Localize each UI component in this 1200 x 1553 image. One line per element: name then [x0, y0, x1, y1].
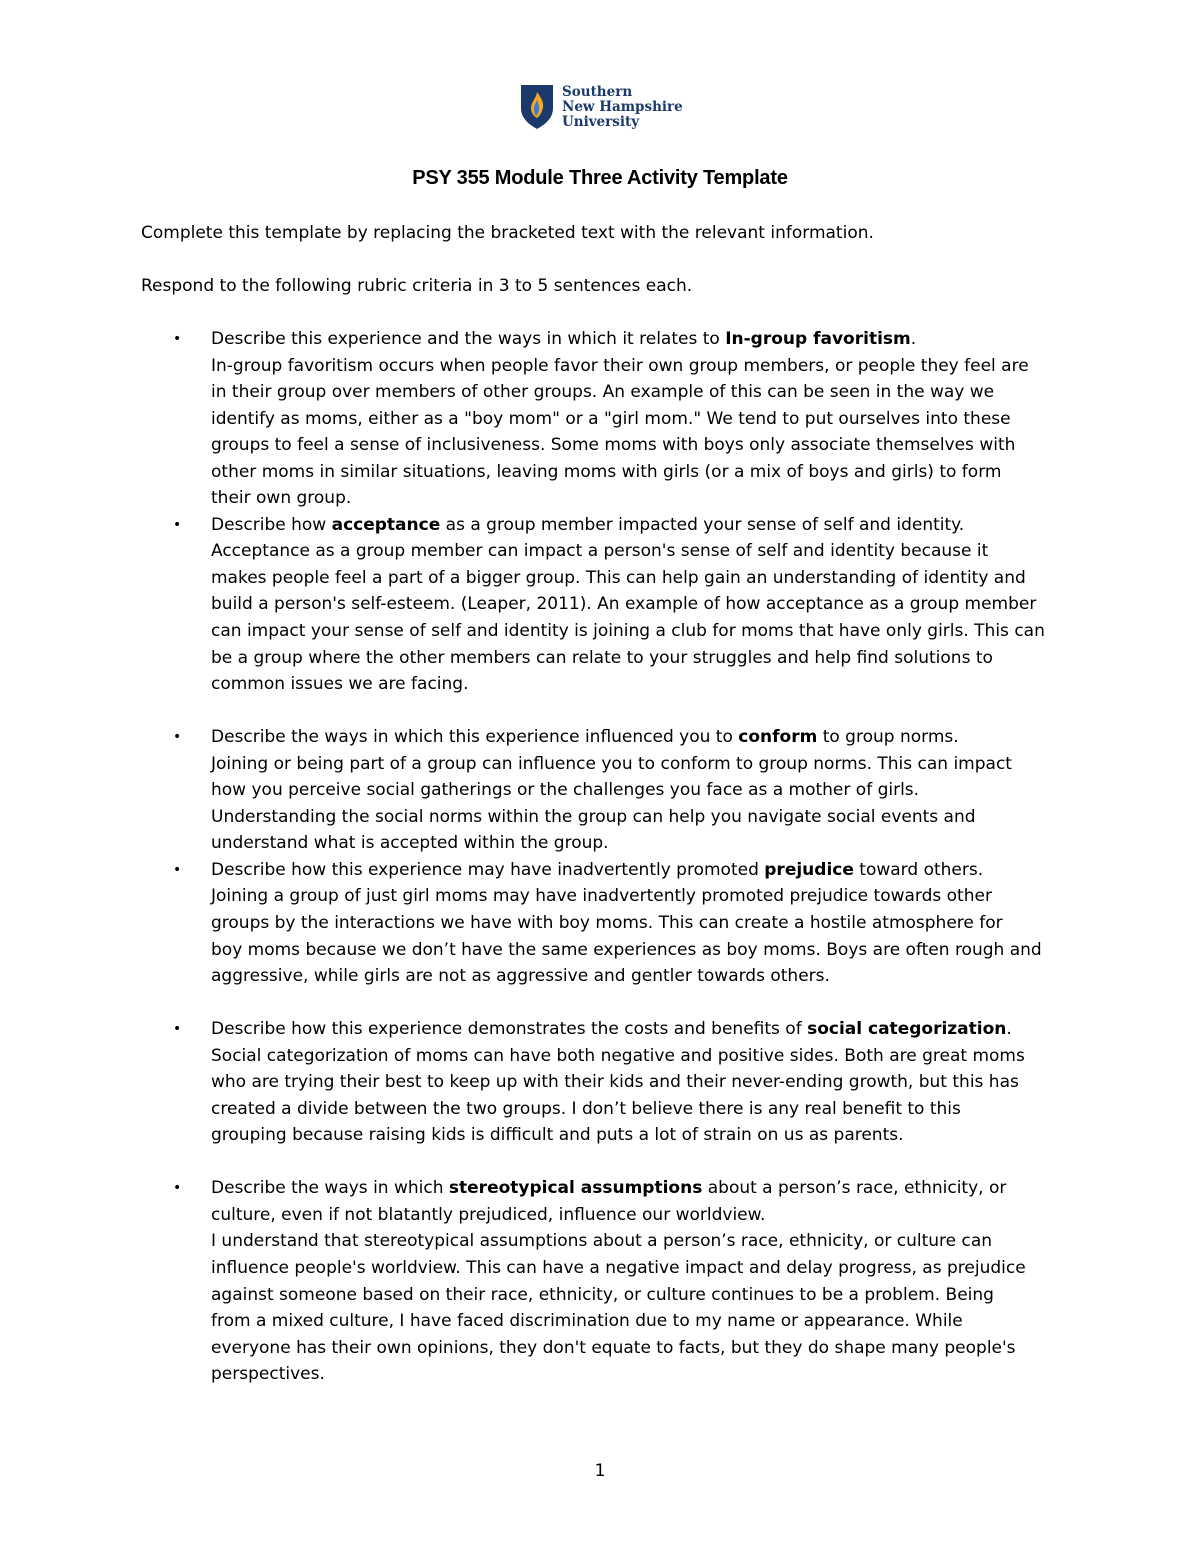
spacer: [0, 698, 1200, 725]
answer-line: grouping because raising kids is difficult and puts a lot of strain on us as parents.: [211, 1125, 904, 1146]
answer-line: Joining a group of just girl moms may have inadvertently promoted prejudice towards other: [211, 886, 992, 907]
university-name-line3: University: [562, 113, 640, 130]
answer-line: Social categorization of moms can have both negative and positive sides. Both are great moms: [211, 1045, 1025, 1066]
answer-line: understand what is accepted within the group.: [211, 833, 609, 854]
spacer: [0, 1149, 1200, 1176]
rubric-prompt: Describe this experience and the ways in which it relates to In-group favoritism.: [211, 329, 917, 349]
bullet-icon: •: [173, 1021, 182, 1038]
answer-line: identify as moms, either as a "boy mom" or a "girl mom." We tend to put ourselves into these: [211, 408, 1011, 429]
university-name: [562, 85, 683, 130]
key-term: conform: [738, 727, 818, 748]
answer-line: created a divide between the two groups. I don’t believe there is any real benefit to this: [211, 1098, 961, 1119]
rubric-prompt: Describe how acceptance as a group member impacted your sense of self and identity.: [211, 514, 965, 535]
rubric-prompt: Describe the ways in which this experience influenced you to conform to group norms.: [211, 727, 959, 748]
intro-text: Complete this template by replacing the bracketed text with the relevant information.: [141, 223, 874, 243]
answer-line: in their group over members of other groups. An example of this can be seen in the way we: [211, 382, 995, 403]
answer-line: against someone based on their race, ethnicity, or culture continues to be a problem. Being: [211, 1284, 994, 1305]
answer-line: from a mixed culture, I have faced discrimination due to my name or appearance. While: [211, 1311, 963, 1332]
answer-line: can impact your sense of self and identity is joining a club for moms that have only girls. This can: [211, 621, 1045, 642]
answer-line: Acceptance as a group member can impact a person's sense of self and identity because it: [211, 541, 989, 562]
list-item: [173, 326, 1071, 512]
answer-line: I understand that stereotypical assumptions about a person’s race, ethnicity, or culture can: [211, 1231, 993, 1252]
list-item: [173, 1175, 1071, 1387]
answer-line: aggressive, while girls are not as aggressive and gentler towards others.: [211, 966, 830, 987]
answer-line: makes people feel a part of a bigger group. This can help gain an understanding of identity and: [211, 567, 1026, 588]
answer-line: how you perceive social gatherings or the challenges you face as a mother of girls.: [211, 780, 920, 801]
answer-line: who are trying their best to keep up with their kids and their never-ending growth, but this has: [211, 1072, 1019, 1093]
bullet-icon: •: [173, 331, 182, 347]
answer-line: everyone has their own opinions, they don't equate to facts, but they do shape many people's: [211, 1337, 1016, 1358]
bullet-icon: •: [173, 861, 182, 878]
spacer: [0, 990, 1200, 1017]
list-item: [173, 857, 1071, 990]
answer-line: Joining or being part of a group can influence you to conform to group norms. This can impact: [211, 753, 1012, 774]
key-term: In-group favoritism: [725, 329, 911, 349]
answer-line: be a group where the other members can relate to your struggles and help find solutions to: [211, 647, 993, 668]
answer-line: build a person's self-esteem. (Leaper, 2011). An example of how acceptance as a group member: [211, 594, 1037, 615]
bullet-icon: •: [173, 729, 182, 746]
rubric-prompt: Describe how this experience may have inadvertently promoted prejudice toward others.: [211, 859, 984, 880]
university-name-line1: Southern: [562, 83, 633, 100]
answer-line: other moms in similar situations, leaving moms with girls (or a mix of boys and girls) to form: [211, 461, 1002, 482]
rubric-prompt-continued: culture, even if not blatantly prejudiced, influence our worldview.: [211, 1204, 766, 1225]
page-number: 1: [594, 1461, 606, 1481]
rubric-prompt: Describe the ways in which stereotypical assumptions about a person’s race, ethnicity, or: [211, 1178, 1007, 1199]
key-term: stereotypical assumptions: [448, 1178, 703, 1199]
bullet-icon: •: [173, 516, 182, 533]
rubric-prompt: Describe how this experience demonstrates the costs and benefits of social categorization.: [211, 1019, 1012, 1040]
rubric-list: [0, 326, 1200, 1388]
answer-line: In-group favoritism occurs when people favor their own group members, or people they feel are: [211, 355, 1029, 376]
key-term: acceptance: [331, 514, 441, 535]
answer-line: Understanding the social norms within the group can help you navigate social events and: [211, 806, 976, 827]
list-item: [173, 1016, 1071, 1149]
answer-line: groups to feel a sense of inclusiveness. Some moms with boys only associate themselves with: [211, 435, 1016, 456]
answer-line: influence people's worldview. This can have a negative impact and delay progress, as prejudice: [211, 1258, 1026, 1278]
bullet-icon: •: [173, 1180, 182, 1197]
instruction-text: Respond to the following rubric criteria in 3 to 5 sentences each.: [141, 276, 693, 296]
key-term: social categorization: [807, 1019, 1007, 1040]
answer-line: boy moms because we don’t have the same experiences as boy moms. Boys are often rough and: [211, 939, 1042, 960]
university-name-line2: New Hampshire: [562, 98, 683, 115]
answer-line: perspectives.: [211, 1364, 325, 1385]
answer-line: common issues we are facing.: [211, 674, 469, 695]
answer-line: groups by the interactions we have with boy moms. This can create a hostile atmosphere for: [211, 912, 1003, 933]
list-item: [173, 512, 1071, 698]
university-logo: [520, 84, 683, 130]
shield-flame-icon: [520, 84, 554, 130]
list-item: [173, 724, 1071, 857]
key-term: prejudice: [764, 859, 854, 880]
document-title: PSY 355 Module Three Activity Template: [412, 167, 788, 189]
answer-line: their own group.: [211, 488, 352, 509]
